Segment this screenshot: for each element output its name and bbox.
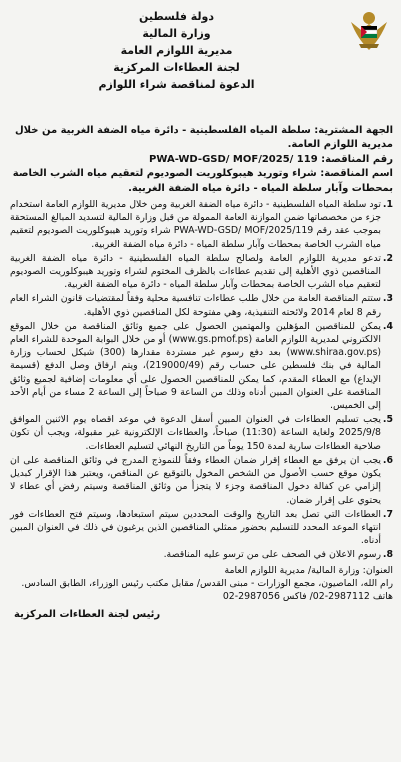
header-committee: لجنة العطاءات المركزية [113,61,240,74]
committee-signature: رئيس لجنة العطاءات المركزية [14,608,161,620]
item-text: يجب ان يرفق مع العطاء إقرار ضمان العطاء وفقاً للنموذج المدرج في وثائق المناقصة على ان يكون موقع حسب الأصول من الشخص المخول بالتوقيع عن المناقص، ويعتبر هذا الإقرار كبديل إلزامي عن كفالة دخول المناقصة وجزء لا يتجزأ من وثائق المناقصة وسيتم رفض أي عطاء لا يحتوي على إقرار ضمان. [10,454,381,506]
tender-number: رقم المناقصة: PWA-WD-GSD/ MOF/2025/ 119 [149,153,393,165]
palestine-emblem-icon [347,8,391,54]
item-text: ستتم المناقصة العامة من خلال طلب عطاءات تنافسية محلية وفقاً لمقتضيات قانون الشراء العام رقم 8 لعام 2014 ولائحته التنفيذية، وهي مفتوحة لكل المناقصين ذوي الأهلية. [10,293,381,318]
list-item [10,252,393,292]
phone-fax: هاتف 2987112-02/ فاكس 2987056-02 [222,590,393,602]
item-text: تدعو مديرية اللوازم العامة ولصالح سلطة المياه الفلسطينية - دائرة مياه الضفة الغربية المناقصين ذوي الأهلية إلى تقديم عطاءات بالظرف المختوم لشراء وتوريد هيبوكلوريت الصوديوم لتعقيم مياه الشرب الخاصة بمحطات وآبار سلطة المياه - دائرة مياه الضفة الغربية. [10,252,381,291]
item-number: 7. [382,508,393,520]
item-text: العطاءات التي تصل بعد التاريخ والوقت المحددين سيتم استبعادها، وسيتم فتح العطاءات فور انتهاء الموعد المحدد للتسليم بحضور ممثلي المناقصين الذين يرغبون في ذلك في العنوان المبين أدناه. [10,508,381,547]
item-number: 8. [382,549,393,561]
address-label: العنوان: وزارة المالية/ مديرية اللوازم العامة [224,564,393,576]
list-item [10,508,393,548]
item-number: 4. [382,320,393,332]
item-number: 1. [382,199,393,211]
list-item [10,548,393,561]
header [10,6,393,124]
item-text: يجب تسليم العطاءات في العنوان المبين أسفل الدعوة في موعد اقصاه يوم الاثنين الموافق 2025/9/8 ولغاية الساعة (11:30) صباحاً، والعطاءات الإلكترونية غير مقبولة، ويجب أن تكون صلاحية العطاءات سارية لمدة 150 يوماً من التاريخ النهائي لتسليم العطاءات. [10,414,381,452]
list-item [10,320,393,412]
address-text: رام الله، الماصيون، مجمع الوزارات - مبنى القدس/ مقابل مكتب رئيس الوزراء، الطابق السادس. [21,577,393,589]
item-text: تود سلطة المياه الفلسطينية - دائرة مياه الضفة الغربية ومن خلال مديرية اللوازم العامة استخدام جزء من مخصصاتها ضمن الموازنة العامة الممولة من قبل وزارة المالية لتسديد المبالغ المستحقة بموجب عقد رقم PWA-WD-GSD/ MOF/2025/119 شراء وتوريد هيبوكلوريت الصوديوم لتعقيم مياه الشرب الخاصة بمحطات وآبار سلطة المياه - دائرة مياه الضفة الغربية. [10,199,381,250]
contact-footer [10,564,393,603]
tender-name: اسم المناقصة: شراء وتوريد هيبوكلوريت الصوديوم لتعقيم مياه الشرب الخاصة بمحطات وآبار سلطة المياه - دائرة مياه الضفة الغربية. [12,168,393,194]
header-country: دولة فلسطين [138,10,215,23]
list-item [10,413,393,453]
item-number: 5. [382,414,393,426]
item-number: 3. [382,293,393,305]
tender-terms-list [10,198,393,561]
header-ministry: وزارة المالية [142,27,211,40]
tender-intro [10,124,393,196]
list-item [10,454,393,507]
list-item [10,198,393,251]
item-number: 6. [382,454,393,466]
header-directorate: مديرية اللوازم العامة [120,44,233,57]
list-item [10,292,393,318]
item-text: يمكن للمناقصين المؤهلين والمهتمين الحصول على جميع وثائق المناقصة من خلال الموقع الالكتروني لمديرية اللوازم العامة (www.gs.pmof.ps) أو من خلال البوابة الموحدة للشراء العام (www.shiraa.gov.ps) بعد دفع رسوم غير مستردة مقدارها (300) شيكل لحساب وزارة المالية في بنك فلسطين على حساب رقم (219000/49)، ويتم ارفاق وصل الدفع (قسيمة الإيداع) مع العطاء المقدم، كما يمكن للمناقصين الحصول على أي معلومات إضافية لجميع وثائق المناقصة على العنوان المبين أدناه وذلك من الساعة 9 صباحاً إلى الساعة 2 مساء من أيام الأحد إلى الخميس. [10,320,381,412]
header-lines [10,8,343,93]
item-text: رسوم الاعلان في الصحف على من ترسو عليه المناقصة. [163,549,381,561]
item-number: 2. [382,252,393,264]
header-invitation-title: الدعوة لمناقصة شراء اللوازم [98,78,255,91]
purchasing-entity: الجهة المشترية: سلطة المياه الفلسطينية - دائرة مياه الضفة الغربية من خلال مديرية اللوازم العامة. [14,125,393,151]
